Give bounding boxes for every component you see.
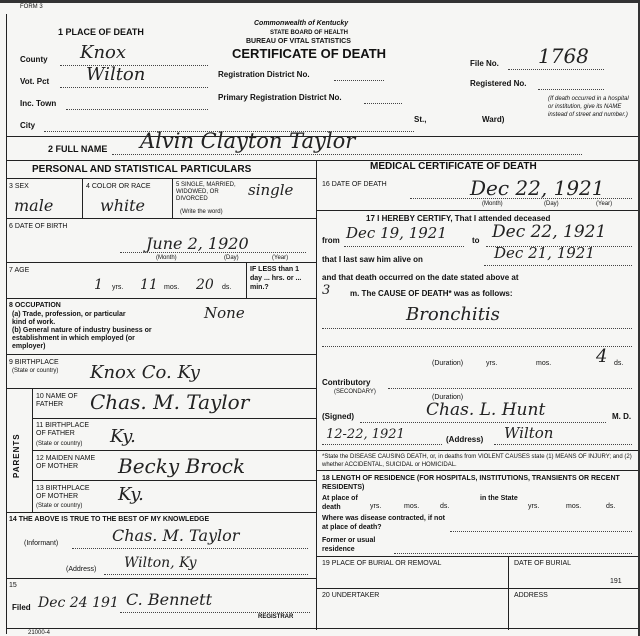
duration-mos-label: mos. [536, 360, 552, 367]
state-ds-label: ds. [606, 503, 616, 510]
res-yrs-label: yrs. [370, 503, 382, 510]
residence-title: 18 LENGTH OF RESIDENCE (FOR HOSPITALS, INSTITUTIONS, TRANSIENTS OR RECENT RESIDENTS) [322, 475, 620, 491]
age-yrs-label: yrs. [112, 284, 124, 291]
age-mos-label: mos. [164, 284, 180, 291]
vot-label: Vot. Pct [20, 77, 50, 86]
birthplace-label: 9 BIRTHPLACE [9, 359, 59, 366]
age-ds-label: ds. [222, 284, 232, 291]
mother-value: Becky Brock [118, 454, 246, 478]
primary-registration-label: Primary Registration District No. [218, 93, 342, 102]
divider-personal-header [6, 178, 316, 179]
father-birthplace-value: Ky. [110, 426, 136, 447]
registration-district-label: Registration District No. [218, 70, 310, 79]
place-of-death-label: 1 PLACE OF DEATH [58, 27, 144, 37]
to-label: to [472, 236, 480, 245]
ward-label: Ward) [482, 115, 505, 124]
age-label: 7 AGE [9, 267, 30, 274]
divider-name [6, 160, 638, 161]
physician-address-value: Wilton [504, 424, 554, 442]
vot-value: Wilton [86, 64, 146, 85]
informant-value: Chas. M. Taylor [112, 526, 240, 545]
dob-day-label: (Day) [224, 255, 239, 261]
city-label: City [20, 121, 36, 130]
age-days-value: 20 [196, 277, 214, 293]
marital-value: single [248, 181, 294, 199]
birthplace-value: Knox Co. Ky [90, 362, 200, 383]
physician-address-label: (Address) [446, 435, 484, 444]
file-number-label: File No. [470, 59, 499, 68]
dod-day-label: (Day) [544, 201, 559, 207]
county-value: Knox [80, 42, 127, 63]
signed-date-value: 12-22, 1921 [326, 427, 405, 442]
informant-label: (Informant) [24, 540, 59, 547]
mother-label: 12 MAIDEN NAME OF MOTHER [36, 455, 96, 470]
sex-value: male [14, 196, 54, 215]
in-state-label: in the State [480, 495, 518, 502]
dob-year-label: (Year) [272, 255, 289, 261]
father-birthplace-hint: (State or country) [36, 441, 83, 447]
date-of-death-label: 16 DATE OF DEATH [322, 181, 387, 188]
page-title: CERTIFICATE OF DEATH [232, 46, 387, 61]
cause-label: m. The CAUSE OF DEATH* was as follows: [350, 289, 513, 298]
age-years-value: 1 [94, 277, 103, 293]
last-saw-value: Dec 21, 1921 [494, 244, 595, 262]
res-ds-label: ds. [440, 503, 450, 510]
duration-2-label: (Duration) [432, 394, 464, 401]
top-border [0, 0, 640, 3]
inc-town-label: Inc. Town [20, 99, 57, 108]
mother-birthplace-hint: (State or country) [36, 503, 83, 509]
file-number-value: 1768 [538, 44, 589, 68]
medical-section-heading: MEDICAL CERTIFICATE OF DEATH [370, 161, 537, 172]
father-label: 10 NAME OF FATHER [36, 393, 78, 408]
burial-year-label: 191 [610, 578, 622, 585]
duration-ds-label: ds. [614, 360, 624, 367]
time-of-death-value: 3 [322, 283, 331, 298]
dod-month-label: (Month) [482, 201, 503, 207]
signed-label: (Signed) [322, 412, 354, 421]
full-name-value: Alvin Clayton Taylor [140, 129, 356, 153]
color-label: 4 COLOR OR RACE [86, 183, 151, 190]
occupation-label: 8 OCCUPATION [9, 302, 61, 309]
to-value: Dec 22, 1921 [492, 222, 607, 242]
full-name-line [112, 154, 582, 155]
father-value: Chas. M. Taylor [90, 390, 250, 414]
mother-birthplace-label: 13 BIRTHPLACE OF MOTHER [36, 485, 90, 500]
personal-section-heading: PERSONAL AND STATISTICAL PARTICULARS [32, 164, 252, 175]
full-name-label: 2 FULL NAME [48, 144, 108, 154]
registered-number-line [538, 89, 604, 90]
registrar-signature: C. Bennett [126, 590, 213, 609]
duration-yrs-label: yrs. [486, 360, 498, 367]
street-label: St., [414, 115, 427, 124]
vot-line [60, 87, 208, 88]
undertaker-label: 20 UNDERTAKER [322, 592, 380, 599]
dod-year-label: (Year) [596, 201, 613, 207]
occupation-b-label: (b) General nature of industry business or establishment in which employed (or employer) [12, 327, 152, 350]
from-label: from [322, 236, 340, 245]
state-yrs-label: yrs. [528, 503, 540, 510]
primary-registration-line [364, 103, 402, 104]
occurred-label: and that death occurred on the date stated above at [322, 273, 519, 282]
county-label: County [20, 55, 48, 64]
less-than-day-label: IF LESS than 1 day ... hrs. or ... min.? [250, 266, 302, 291]
informant-address-value: Wilton, Ky [124, 555, 197, 571]
date-of-birth-value: June 2, 1920 [146, 234, 249, 253]
board-heading: STATE BOARD OF HEALTH [270, 30, 348, 36]
secondary-label: (SECONDARY) [334, 389, 376, 395]
filed-value: Dec 24 191 [38, 595, 119, 611]
duration-label: (Duration) [432, 360, 464, 367]
duration-value: 4 [596, 346, 608, 367]
res-mos-label: mos. [404, 503, 420, 510]
birthplace-hint: (State or country) [12, 368, 59, 374]
marital-label: 5 SINGLE, MARRIED, WIDOWED, OR DIVORCED [176, 182, 236, 202]
burial-date-label: DATE OF BURIAL [514, 560, 572, 567]
father-birthplace-label: 11 BIRTHPLACE OF FATHER [36, 422, 90, 437]
hospital-note: (If death occurred in a hospital or institution, give its NAME instead of street and number.) [548, 96, 629, 118]
state-mos-label: mos. [566, 503, 582, 510]
md-label: M. D. [612, 412, 632, 421]
mother-birthplace-value: Ky. [118, 484, 144, 505]
undertaker-address-label: ADDRESS [514, 592, 548, 599]
cause-of-death-value: Bronchitis [406, 304, 500, 325]
certify-text: 17 I HEREBY CERTIFY, That I attended deceased [366, 214, 551, 223]
last-saw-label: that I last saw him alive on [322, 255, 423, 264]
form-code: 21000-4 [28, 630, 51, 636]
filed-label: Filed [12, 603, 31, 612]
dob-month-label: (Month) [156, 255, 177, 261]
inc-town-line [66, 109, 208, 110]
informant-title: 14 THE ABOVE IS TRUE TO THE BEST OF MY KNOWLEDGE [9, 516, 210, 523]
sex-label: 3 SEX [9, 183, 29, 190]
contributory-label: Contributory [322, 378, 371, 387]
cause-note: *State the DISEASE CAUSING DEATH, or, in deaths from VIOLENT CAUSES state (1) MEANS OF INJURY; and (2) whether ACCIDENTAL, SUICIDAL or HOMICIDAL. [322, 454, 632, 468]
physician-signature: Chas. L. Hunt [426, 400, 546, 420]
left-border [6, 14, 7, 634]
date-of-death-value: Dec 22, 1921 [470, 176, 605, 200]
contracted-label: Where was disease contracted, if not at place of death? [322, 515, 445, 531]
bureau-heading: BUREAU OF VITAL STATISTICS [246, 38, 351, 45]
from-value: Dec 19, 1921 [346, 224, 447, 242]
marital-hint: (Write the word) [180, 209, 223, 215]
parents-label: PARENTS [12, 433, 21, 478]
age-months-value: 11 [140, 277, 158, 293]
informant-address-label: (Address) [66, 566, 97, 573]
registration-district-line [334, 80, 384, 81]
date-of-birth-label: 6 DATE OF BIRTH [9, 223, 68, 230]
at-place-label: At place of death [322, 495, 358, 511]
registered-number-label: Registered No. [470, 79, 527, 88]
registrar-label: REGISTRAR [258, 614, 294, 620]
file-number-line [508, 69, 604, 70]
line-15-label: 15 [9, 582, 17, 589]
occupation-a-label: (a) Trade, profession, or particular kind of work. [12, 311, 126, 326]
burial-place-label: 19 PLACE OF BURIAL OR REMOVAL [322, 560, 442, 567]
center-divider [316, 160, 317, 630]
form-number: FORM 3 [20, 4, 43, 10]
commonwealth-heading: Commonwealth of Kentucky [254, 20, 349, 27]
color-value: white [100, 196, 146, 215]
occupation-value: None [204, 304, 245, 322]
former-residence-label: Former or usual residence [322, 537, 376, 553]
